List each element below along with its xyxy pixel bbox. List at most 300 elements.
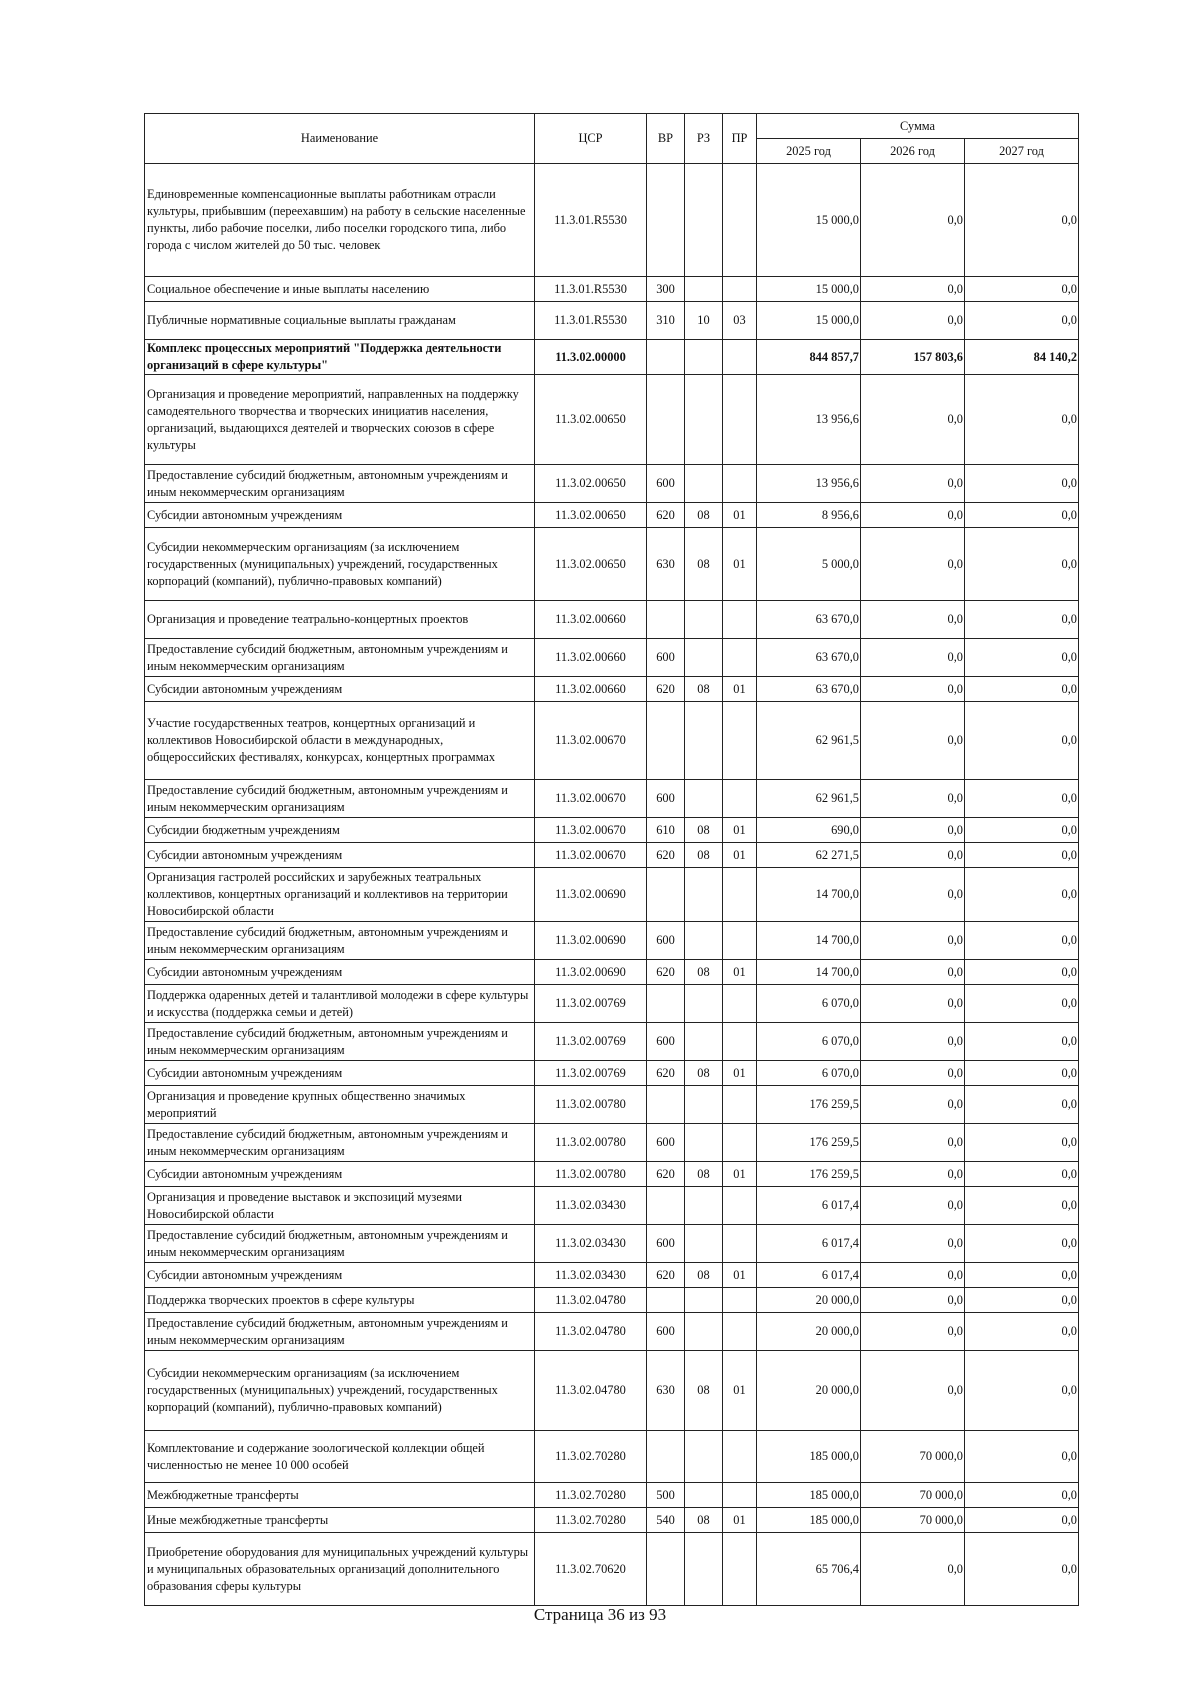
- cell-vr: 500: [647, 1483, 685, 1508]
- table-row: [145, 985, 1079, 1023]
- cell-rz: 08: [685, 1508, 723, 1533]
- cell-2026: 0,0: [861, 1187, 965, 1225]
- budget-table-sheet: [144, 113, 1078, 1606]
- table-row: [145, 375, 1079, 465]
- cell-pr: [723, 164, 757, 277]
- cell-2027: 0,0: [965, 1263, 1079, 1288]
- budget-table: [144, 113, 1079, 1606]
- cell-2026: 0,0: [861, 302, 965, 340]
- cell-rz: [685, 1288, 723, 1313]
- cell-rz: 08: [685, 1351, 723, 1431]
- cell-2026: 0,0: [861, 780, 965, 818]
- header-vr: ВР: [647, 114, 685, 164]
- cell-csr: 11.3.02.00769: [535, 1061, 647, 1086]
- cell-pr: [723, 1533, 757, 1606]
- cell-2027: 0,0: [965, 1124, 1079, 1162]
- cell-rz: 08: [685, 528, 723, 601]
- cell-pr: [723, 1288, 757, 1313]
- cell-2026: 0,0: [861, 818, 965, 843]
- cell-csr: 11.3.02.00769: [535, 1023, 647, 1061]
- cell-2027: 0,0: [965, 780, 1079, 818]
- cell-2027: 0,0: [965, 1225, 1079, 1263]
- cell-2027: 0,0: [965, 375, 1079, 465]
- cell-pr: [723, 601, 757, 639]
- cell-rz: 08: [685, 1263, 723, 1288]
- cell-vr: [647, 1086, 685, 1124]
- cell-2027: 0,0: [965, 528, 1079, 601]
- cell-rz: [685, 780, 723, 818]
- cell-name: Предоставление субсидий бюджетным, автономным учреждениям и иным некоммерческим организациям: [145, 639, 535, 677]
- cell-name: Социальное обеспечение и иные выплаты населению: [145, 277, 535, 302]
- cell-2026: 0,0: [861, 1263, 965, 1288]
- cell-name: Предоставление субсидий бюджетным, автономным учреждениям и иным некоммерческим организациям: [145, 922, 535, 960]
- cell-pr: 01: [723, 1508, 757, 1533]
- cell-vr: 540: [647, 1508, 685, 1533]
- cell-name: Организация и проведение мероприятий, направленных на поддержку самодеятельного творчества и творческих инициатив населения, организаций, выдающихся деятелей и творческих союзов в сфере культуры: [145, 375, 535, 465]
- cell-vr: 600: [647, 1124, 685, 1162]
- cell-vr: [647, 340, 685, 375]
- cell-2027: 0,0: [965, 1288, 1079, 1313]
- cell-name: Субсидии автономным учреждениям: [145, 843, 535, 868]
- cell-2027: 0,0: [965, 601, 1079, 639]
- cell-rz: [685, 1533, 723, 1606]
- table-row: [145, 1263, 1079, 1288]
- cell-rz: 08: [685, 1162, 723, 1187]
- cell-2025: 6 070,0: [757, 985, 861, 1023]
- cell-2026: 0,0: [861, 277, 965, 302]
- cell-2025: 15 000,0: [757, 277, 861, 302]
- cell-name: Приобретение оборудования для муниципальных учреждений культуры и муниципальных образовательных организаций дополнительного образования сферы культуры: [145, 1533, 535, 1606]
- cell-csr: 11.3.02.03430: [535, 1225, 647, 1263]
- table-row: [145, 1508, 1079, 1533]
- table-row: [145, 1533, 1079, 1606]
- cell-csr: 11.3.02.00670: [535, 702, 647, 780]
- table-row: [145, 465, 1079, 503]
- cell-name: Субсидии автономным учреждениям: [145, 1162, 535, 1187]
- cell-csr: 11.3.01.R5530: [535, 277, 647, 302]
- cell-rz: [685, 1225, 723, 1263]
- cell-vr: 600: [647, 780, 685, 818]
- cell-name: Субсидии бюджетным учреждениям: [145, 818, 535, 843]
- cell-pr: [723, 1023, 757, 1061]
- cell-csr: 11.3.02.00650: [535, 465, 647, 503]
- table-row: [145, 1187, 1079, 1225]
- cell-name: Организация и проведение крупных общественно значимых мероприятий: [145, 1086, 535, 1124]
- cell-2027: 0,0: [965, 960, 1079, 985]
- cell-rz: [685, 277, 723, 302]
- cell-2025: 14 700,0: [757, 922, 861, 960]
- cell-2026: 0,0: [861, 1288, 965, 1313]
- cell-pr: [723, 1313, 757, 1351]
- table-row: [145, 868, 1079, 922]
- cell-2025: 185 000,0: [757, 1508, 861, 1533]
- cell-2026: 0,0: [861, 1086, 965, 1124]
- cell-2025: 20 000,0: [757, 1351, 861, 1431]
- cell-2027: 0,0: [965, 677, 1079, 702]
- cell-2025: 15 000,0: [757, 302, 861, 340]
- page-number: Страница 36 из 93: [533, 1605, 667, 1624]
- table-row: [145, 780, 1079, 818]
- cell-csr: 11.3.02.00650: [535, 528, 647, 601]
- cell-2025: 62 961,5: [757, 702, 861, 780]
- cell-2025: 8 956,6: [757, 503, 861, 528]
- header-year-2027: 2027 год: [965, 139, 1079, 164]
- cell-vr: [647, 601, 685, 639]
- cell-rz: [685, 1124, 723, 1162]
- table-row: [145, 1351, 1079, 1431]
- cell-2025: 6 070,0: [757, 1023, 861, 1061]
- cell-rz: 08: [685, 677, 723, 702]
- cell-csr: 11.3.02.00690: [535, 960, 647, 985]
- cell-pr: 01: [723, 1061, 757, 1086]
- cell-rz: [685, 1187, 723, 1225]
- cell-vr: [647, 1288, 685, 1313]
- cell-pr: [723, 1225, 757, 1263]
- cell-rz: [685, 601, 723, 639]
- cell-vr: 600: [647, 1313, 685, 1351]
- cell-vr: 620: [647, 960, 685, 985]
- cell-2026: 0,0: [861, 1533, 965, 1606]
- cell-pr: 01: [723, 677, 757, 702]
- cell-pr: [723, 780, 757, 818]
- cell-csr: 11.3.02.00780: [535, 1086, 647, 1124]
- cell-2025: 176 259,5: [757, 1086, 861, 1124]
- cell-name: Публичные нормативные социальные выплаты гражданам: [145, 302, 535, 340]
- cell-2027: 0,0: [965, 639, 1079, 677]
- cell-2025: 62 961,5: [757, 780, 861, 818]
- cell-2025: 63 670,0: [757, 639, 861, 677]
- cell-csr: 11.3.02.00780: [535, 1124, 647, 1162]
- cell-2027: 0,0: [965, 702, 1079, 780]
- cell-pr: 01: [723, 1162, 757, 1187]
- cell-rz: [685, 1086, 723, 1124]
- cell-2026: 0,0: [861, 1061, 965, 1086]
- cell-pr: 01: [723, 528, 757, 601]
- cell-pr: 03: [723, 302, 757, 340]
- cell-csr: 11.3.02.00660: [535, 601, 647, 639]
- table-row: [145, 1431, 1079, 1483]
- cell-vr: 630: [647, 528, 685, 601]
- table-row: [145, 528, 1079, 601]
- cell-2026: 0,0: [861, 375, 965, 465]
- table-row: [145, 1288, 1079, 1313]
- cell-2025: 6 070,0: [757, 1061, 861, 1086]
- cell-name: Единовременные компенсационные выплаты работникам отрасли культуры, прибывшим (переехавшим) на работу в сельские населенные пункты, либо рабочие поселки, либо поселки городского типа, либо города с числом жителей до 50 тыс. человек: [145, 164, 535, 277]
- cell-pr: [723, 1187, 757, 1225]
- cell-vr: 630: [647, 1351, 685, 1431]
- cell-rz: [685, 922, 723, 960]
- cell-2025: 690,0: [757, 818, 861, 843]
- cell-2025: 14 700,0: [757, 960, 861, 985]
- cell-csr: 11.3.02.70280: [535, 1483, 647, 1508]
- cell-csr: 11.3.02.00769: [535, 985, 647, 1023]
- cell-csr: 11.3.02.00650: [535, 375, 647, 465]
- cell-csr: 11.3.02.04780: [535, 1351, 647, 1431]
- cell-2025: 63 670,0: [757, 677, 861, 702]
- cell-name: Организация и проведение театрально-концертных проектов: [145, 601, 535, 639]
- cell-2026: 0,0: [861, 1225, 965, 1263]
- cell-name: Организация и проведение выставок и экспозиций музеями Новосибирской области: [145, 1187, 535, 1225]
- cell-2026: 70 000,0: [861, 1483, 965, 1508]
- cell-rz: 08: [685, 503, 723, 528]
- cell-csr: 11.3.01.R5530: [535, 302, 647, 340]
- cell-rz: [685, 702, 723, 780]
- cell-vr: [647, 1533, 685, 1606]
- cell-2026: 0,0: [861, 503, 965, 528]
- cell-csr: 11.3.02.03430: [535, 1187, 647, 1225]
- cell-pr: [723, 465, 757, 503]
- cell-2025: 176 259,5: [757, 1162, 861, 1187]
- cell-rz: [685, 985, 723, 1023]
- cell-csr: 11.3.02.03430: [535, 1263, 647, 1288]
- cell-name: Предоставление субсидий бюджетным, автономным учреждениям и иным некоммерческим организациям: [145, 1225, 535, 1263]
- cell-2025: 6 017,4: [757, 1225, 861, 1263]
- cell-2025: 6 017,4: [757, 1263, 861, 1288]
- cell-2026: 0,0: [861, 677, 965, 702]
- cell-2026: 0,0: [861, 922, 965, 960]
- cell-2026: 0,0: [861, 1313, 965, 1351]
- cell-rz: [685, 1431, 723, 1483]
- cell-2025: 62 271,5: [757, 843, 861, 868]
- table-row: [145, 1023, 1079, 1061]
- cell-2026: 0,0: [861, 639, 965, 677]
- table-row: [145, 818, 1079, 843]
- cell-csr: 11.3.02.70280: [535, 1431, 647, 1483]
- cell-rz: [685, 340, 723, 375]
- cell-2027: 0,0: [965, 1061, 1079, 1086]
- cell-2027: 84 140,2: [965, 340, 1079, 375]
- cell-csr: 11.3.02.04780: [535, 1288, 647, 1313]
- cell-vr: [647, 164, 685, 277]
- cell-name: Субсидии автономным учреждениям: [145, 503, 535, 528]
- cell-2027: 0,0: [965, 868, 1079, 922]
- cell-vr: [647, 375, 685, 465]
- header-name: Наименование: [145, 114, 535, 164]
- cell-2027: 0,0: [965, 1086, 1079, 1124]
- cell-2027: 0,0: [965, 465, 1079, 503]
- cell-rz: 10: [685, 302, 723, 340]
- cell-vr: 600: [647, 465, 685, 503]
- cell-name: Предоставление субсидий бюджетным, автономным учреждениям и иным некоммерческим организациям: [145, 1313, 535, 1351]
- cell-vr: 620: [647, 503, 685, 528]
- cell-vr: [647, 702, 685, 780]
- table-row: [145, 639, 1079, 677]
- cell-vr: 620: [647, 677, 685, 702]
- cell-2026: 70 000,0: [861, 1508, 965, 1533]
- cell-csr: 11.3.02.00000: [535, 340, 647, 375]
- cell-2026: 0,0: [861, 164, 965, 277]
- cell-2025: 6 017,4: [757, 1187, 861, 1225]
- cell-2026: 157 803,6: [861, 340, 965, 375]
- cell-2027: 0,0: [965, 277, 1079, 302]
- cell-2027: 0,0: [965, 1162, 1079, 1187]
- cell-vr: 300: [647, 277, 685, 302]
- cell-rz: 08: [685, 818, 723, 843]
- cell-2026: 0,0: [861, 868, 965, 922]
- cell-2026: 0,0: [861, 601, 965, 639]
- cell-pr: 01: [723, 1263, 757, 1288]
- table-row: [145, 960, 1079, 985]
- cell-2025: 176 259,5: [757, 1124, 861, 1162]
- cell-csr: 11.3.02.00660: [535, 639, 647, 677]
- table-row: [145, 1061, 1079, 1086]
- cell-2026: 0,0: [861, 1162, 965, 1187]
- cell-2025: 185 000,0: [757, 1431, 861, 1483]
- cell-2026: 0,0: [861, 1124, 965, 1162]
- cell-vr: 310: [647, 302, 685, 340]
- cell-name: Субсидии автономным учреждениям: [145, 677, 535, 702]
- cell-name: Субсидии некоммерческим организациям (за исключением государственных (муниципальных) учреждений, государственных корпораций (компаний), публично-правовых компаний): [145, 1351, 535, 1431]
- header-year-2025: 2025 год: [757, 139, 861, 164]
- cell-2025: 5 000,0: [757, 528, 861, 601]
- cell-2027: 0,0: [965, 1313, 1079, 1351]
- cell-vr: 620: [647, 1263, 685, 1288]
- cell-name: Субсидии некоммерческим организациям (за исключением государственных (муниципальных) учреждений, государственных корпораций (компаний), публично-правовых компаний): [145, 528, 535, 601]
- cell-2026: 0,0: [861, 528, 965, 601]
- table-row: [145, 601, 1079, 639]
- cell-vr: 600: [647, 1023, 685, 1061]
- cell-pr: 01: [723, 960, 757, 985]
- cell-2027: 0,0: [965, 1533, 1079, 1606]
- cell-rz: 08: [685, 1061, 723, 1086]
- header-csr: ЦСР: [535, 114, 647, 164]
- cell-2026: 0,0: [861, 1351, 965, 1431]
- cell-pr: [723, 702, 757, 780]
- cell-pr: [723, 340, 757, 375]
- cell-2026: 70 000,0: [861, 1431, 965, 1483]
- cell-2027: 0,0: [965, 302, 1079, 340]
- cell-vr: [647, 985, 685, 1023]
- cell-name: Субсидии автономным учреждениям: [145, 960, 535, 985]
- cell-name: Предоставление субсидий бюджетным, автономным учреждениям и иным некоммерческим организациям: [145, 780, 535, 818]
- cell-name: Субсидии автономным учреждениям: [145, 1061, 535, 1086]
- cell-csr: 11.3.02.00690: [535, 922, 647, 960]
- cell-pr: [723, 922, 757, 960]
- cell-2027: 0,0: [965, 922, 1079, 960]
- cell-vr: 600: [647, 922, 685, 960]
- table-row: [145, 1483, 1079, 1508]
- cell-2026: 0,0: [861, 843, 965, 868]
- cell-2027: 0,0: [965, 1483, 1079, 1508]
- cell-pr: [723, 1124, 757, 1162]
- table-row: [145, 340, 1079, 375]
- cell-2027: 0,0: [965, 843, 1079, 868]
- table-row: [145, 702, 1079, 780]
- cell-2027: 0,0: [965, 1431, 1079, 1483]
- cell-pr: [723, 985, 757, 1023]
- cell-vr: 620: [647, 1162, 685, 1187]
- cell-2027: 0,0: [965, 164, 1079, 277]
- cell-pr: 01: [723, 843, 757, 868]
- header-pr: ПР: [723, 114, 757, 164]
- header-year-2026: 2026 год: [861, 139, 965, 164]
- cell-2025: 20 000,0: [757, 1288, 861, 1313]
- cell-2025: 65 706,4: [757, 1533, 861, 1606]
- cell-2027: 0,0: [965, 1187, 1079, 1225]
- cell-vr: 620: [647, 1061, 685, 1086]
- cell-2026: 0,0: [861, 702, 965, 780]
- cell-vr: [647, 868, 685, 922]
- cell-2027: 0,0: [965, 1508, 1079, 1533]
- cell-pr: 01: [723, 818, 757, 843]
- cell-2026: 0,0: [861, 465, 965, 503]
- table-row: [145, 302, 1079, 340]
- cell-rz: [685, 164, 723, 277]
- cell-csr: 11.3.01.R5530: [535, 164, 647, 277]
- cell-pr: [723, 1483, 757, 1508]
- table-row: [145, 1086, 1079, 1124]
- cell-rz: [685, 868, 723, 922]
- cell-pr: 01: [723, 1351, 757, 1431]
- cell-name: Комплекс процессных мероприятий "Поддержка деятельности организаций в сфере культуры": [145, 340, 535, 375]
- cell-csr: 11.3.02.70280: [535, 1508, 647, 1533]
- table-row: [145, 1162, 1079, 1187]
- cell-name: Предоставление субсидий бюджетным, автономным учреждениям и иным некоммерческим организациям: [145, 1023, 535, 1061]
- cell-pr: [723, 277, 757, 302]
- header-sum: Сумма: [757, 114, 1079, 139]
- cell-2025: 185 000,0: [757, 1483, 861, 1508]
- cell-rz: [685, 1313, 723, 1351]
- cell-pr: 01: [723, 503, 757, 528]
- cell-2025: 13 956,6: [757, 465, 861, 503]
- table-row: [145, 503, 1079, 528]
- cell-2027: 0,0: [965, 1023, 1079, 1061]
- cell-2027: 0,0: [965, 1351, 1079, 1431]
- cell-name: Предоставление субсидий бюджетным, автономным учреждениям и иным некоммерческим организациям: [145, 465, 535, 503]
- cell-rz: 08: [685, 843, 723, 868]
- cell-vr: 600: [647, 639, 685, 677]
- cell-vr: 610: [647, 818, 685, 843]
- cell-2025: 63 670,0: [757, 601, 861, 639]
- cell-pr: [723, 868, 757, 922]
- cell-pr: [723, 375, 757, 465]
- cell-name: Поддержка одаренных детей и талантливой молодежи в сфере культуры и искусства (поддержка семьи и детей): [145, 985, 535, 1023]
- cell-2025: 20 000,0: [757, 1313, 861, 1351]
- cell-csr: 11.3.02.00650: [535, 503, 647, 528]
- cell-pr: [723, 1086, 757, 1124]
- cell-pr: [723, 639, 757, 677]
- cell-name: Организация гастролей российских и зарубежных театральных коллективов, концертных организаций и коллективов на территории Новосибирской области: [145, 868, 535, 922]
- table-row: [145, 843, 1079, 868]
- cell-csr: 11.3.02.00670: [535, 818, 647, 843]
- cell-vr: 600: [647, 1225, 685, 1263]
- cell-2025: 15 000,0: [757, 164, 861, 277]
- cell-vr: 620: [647, 843, 685, 868]
- cell-csr: 11.3.02.00670: [535, 843, 647, 868]
- cell-csr: 11.3.02.00690: [535, 868, 647, 922]
- table-row: [145, 922, 1079, 960]
- cell-rz: [685, 1483, 723, 1508]
- table-body: [145, 164, 1079, 1606]
- header-rz: РЗ: [685, 114, 723, 164]
- cell-2027: 0,0: [965, 503, 1079, 528]
- cell-vr: [647, 1431, 685, 1483]
- cell-csr: 11.3.02.04780: [535, 1313, 647, 1351]
- cell-rz: [685, 375, 723, 465]
- cell-csr: 11.3.02.00670: [535, 780, 647, 818]
- table-row: [145, 1313, 1079, 1351]
- cell-rz: [685, 639, 723, 677]
- cell-name: Иные межбюджетные трансферты: [145, 1508, 535, 1533]
- cell-2026: 0,0: [861, 985, 965, 1023]
- table-row: [145, 1225, 1079, 1263]
- cell-pr: [723, 1431, 757, 1483]
- cell-name: Субсидии автономным учреждениям: [145, 1263, 535, 1288]
- cell-2025: 13 956,6: [757, 375, 861, 465]
- cell-rz: [685, 1023, 723, 1061]
- cell-csr: 11.3.02.70620: [535, 1533, 647, 1606]
- cell-name: Межбюджетные трансферты: [145, 1483, 535, 1508]
